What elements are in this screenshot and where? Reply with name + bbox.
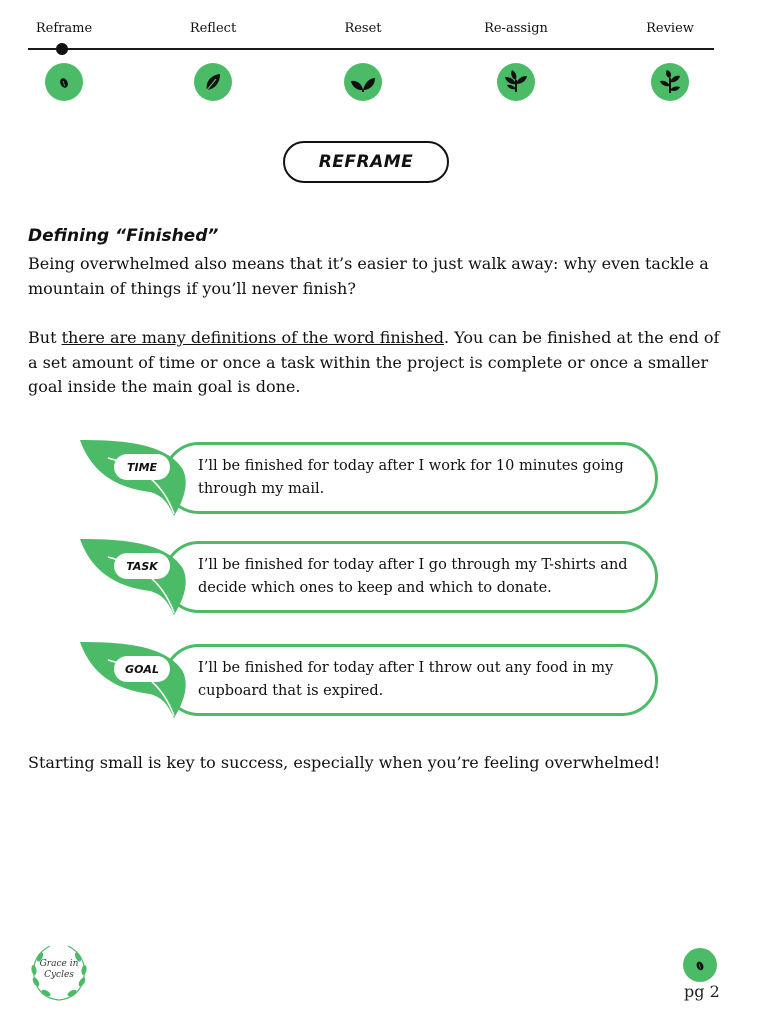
step-reassign: [466, 18, 566, 40]
section-title-pill: REFRAME: [283, 141, 449, 183]
example-card-time: [78, 438, 660, 518]
intro-paragraph: Being overwhelmed also means that it’s easier to just walk away: why even tackle a mountain of things if you’ll never finish?: [28, 254, 709, 298]
plant-icon: [651, 63, 689, 101]
step-label: Reset: [344, 21, 382, 36]
section-heading: Defining “Finished”: [28, 226, 219, 246]
step-reflect: [163, 18, 263, 40]
logo-line-1: Grace in: [39, 959, 79, 969]
step-label: Review: [646, 21, 694, 36]
example-text: I’ll be finished for today after I go through my T-shirts and decide which ones to keep and which to donate.: [198, 557, 628, 596]
seed-icon: [683, 948, 717, 982]
logo-wordmark: [28, 959, 90, 981]
two-leaves-icon: [344, 63, 382, 101]
progress-line: [28, 48, 714, 50]
example-card-task: [78, 537, 660, 617]
closing-paragraph: Starting small is key to success, especially when you’re feeling overwhelmed!: [28, 753, 661, 772]
para-rest: . You can be finished at the end of a set amount of time or once a task within the project is complete or once a smaller goal inside the main goal is done.: [28, 328, 720, 396]
example-text: I’ll be finished for today after I work for 10 minutes going through my mail.: [198, 458, 624, 497]
example-text: I’ll be finished for today after I throw out any food in my cupboard that is expired.: [198, 660, 614, 699]
example-card-goal: [78, 640, 660, 720]
para-lead: But: [28, 328, 62, 347]
underlined-phrase: there are many definitions of the word finished: [61, 328, 445, 347]
definitions-paragraph: [28, 326, 728, 400]
example-tag: TIME: [114, 454, 170, 480]
seed-icon: [45, 63, 83, 101]
example-text-box: [163, 541, 658, 613]
logo-line-2: Cycles: [44, 970, 74, 980]
leaf-icon: [194, 63, 232, 101]
step-review: [620, 18, 720, 40]
brand-logo: [28, 942, 90, 1004]
step-reframe: [14, 18, 114, 40]
example-text-box: [163, 644, 658, 716]
page-number: pg 2: [684, 982, 720, 1001]
step-label: Re-assign: [484, 21, 548, 36]
step-reset: [313, 18, 413, 40]
example-tag: TASK: [114, 553, 170, 579]
example-text-box: [163, 442, 658, 514]
step-label: Reflect: [189, 21, 237, 36]
progress-steps: [28, 18, 714, 108]
step-label: Reframe: [35, 21, 93, 36]
sprout-icon: [497, 63, 535, 101]
example-tag: GOAL: [114, 656, 170, 682]
progress-marker: [56, 43, 68, 55]
